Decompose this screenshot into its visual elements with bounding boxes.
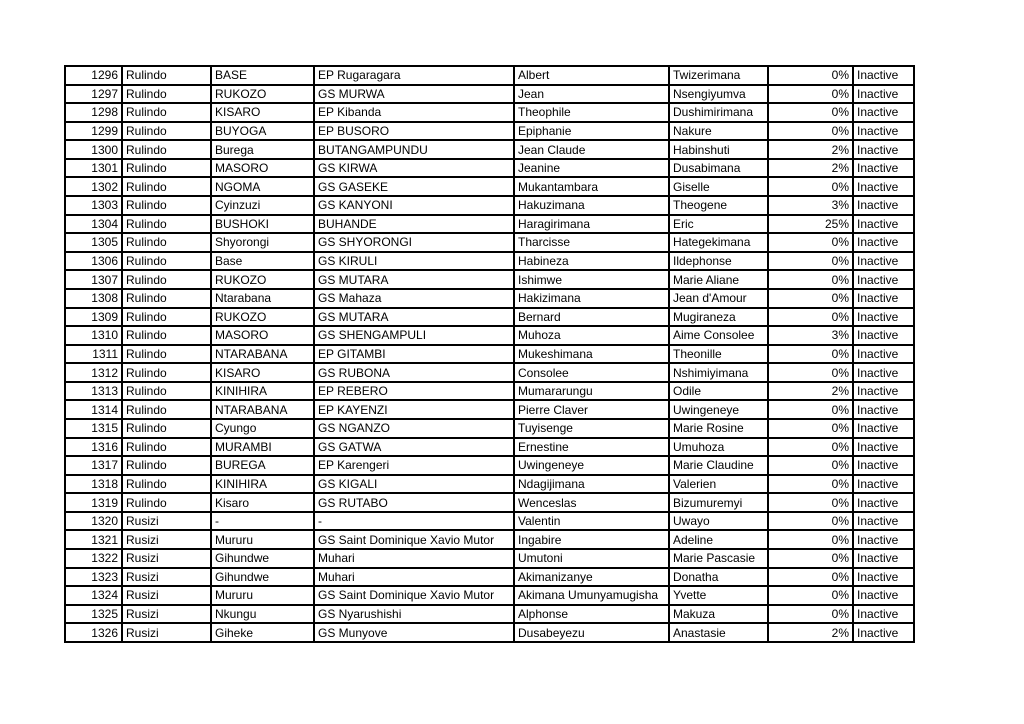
cell-last-name: Yvette — [669, 586, 768, 605]
cell-last-name: Umuhoza — [669, 438, 768, 457]
table-row — [65, 419, 914, 438]
cell-first-name: Wenceslas — [514, 493, 669, 512]
table-row — [65, 512, 914, 531]
cell-first-name: Epiphanie — [514, 122, 669, 141]
table-row — [65, 605, 914, 624]
cell-percentage: 0% — [768, 233, 853, 252]
cell-percentage: 0% — [768, 456, 853, 475]
cell-row-number: 1305 — [65, 233, 122, 252]
cell-last-name: Makuza — [669, 605, 768, 624]
cell-percentage: 0% — [768, 252, 853, 271]
cell-status: Inactive — [853, 512, 914, 531]
cell-row-number: 1314 — [65, 400, 122, 419]
cell-row-number: 1297 — [65, 85, 122, 104]
cell-sector: MASORO — [211, 159, 314, 178]
cell-status: Inactive — [853, 196, 914, 215]
cell-district: Rulindo — [122, 456, 211, 475]
cell-percentage: 0% — [768, 308, 853, 327]
cell-school: GS KIRWA — [314, 159, 514, 178]
cell-percentage: 0% — [768, 605, 853, 624]
cell-sector: Mururu — [211, 586, 314, 605]
cell-row-number: 1315 — [65, 419, 122, 438]
cell-district: Rulindo — [122, 438, 211, 457]
cell-percentage: 0% — [768, 270, 853, 289]
table-row — [65, 438, 914, 457]
cell-sector: KISARO — [211, 363, 314, 382]
table-row — [65, 493, 914, 512]
cell-school: GS NGANZO — [314, 419, 514, 438]
cell-first-name: Valentin — [514, 512, 669, 531]
cell-percentage: 2% — [768, 159, 853, 178]
cell-district: Rulindo — [122, 215, 211, 234]
cell-row-number: 1308 — [65, 289, 122, 308]
cell-status: Inactive — [853, 252, 914, 271]
cell-percentage: 0% — [768, 85, 853, 104]
table-row — [65, 140, 914, 159]
cell-last-name: Mugiraneza — [669, 308, 768, 327]
cell-school: EP Karengeri — [314, 456, 514, 475]
cell-first-name: Muhoza — [514, 326, 669, 345]
table-row — [65, 103, 914, 122]
cell-last-name: Marie Rosine — [669, 419, 768, 438]
cell-school: BUTANGAMPUNDU — [314, 140, 514, 159]
cell-school: GS KIGALI — [314, 475, 514, 494]
cell-row-number: 1326 — [65, 623, 122, 642]
cell-first-name: Consolee — [514, 363, 669, 382]
cell-first-name: Ishimwe — [514, 270, 669, 289]
cell-row-number: 1317 — [65, 456, 122, 475]
cell-sector: Kisaro — [211, 493, 314, 512]
cell-last-name: Nshimiyimana — [669, 363, 768, 382]
table-row — [65, 308, 914, 327]
cell-school: GS Munyove — [314, 623, 514, 642]
cell-district: Rulindo — [122, 196, 211, 215]
table-row — [65, 326, 914, 345]
table-row — [65, 475, 914, 494]
cell-first-name: Alphonse — [514, 605, 669, 624]
table-row — [65, 252, 914, 271]
cell-row-number: 1323 — [65, 568, 122, 587]
cell-sector: NTARABANA — [211, 345, 314, 364]
cell-row-number: 1301 — [65, 159, 122, 178]
cell-sector: KINIHIRA — [211, 475, 314, 494]
cell-last-name: Ildephonse — [669, 252, 768, 271]
cell-first-name: Umutoni — [514, 549, 669, 568]
cell-row-number: 1319 — [65, 493, 122, 512]
cell-status: Inactive — [853, 140, 914, 159]
cell-sector: RUKOZO — [211, 308, 314, 327]
cell-first-name: Mukeshimana — [514, 345, 669, 364]
cell-last-name: Dushimirimana — [669, 103, 768, 122]
cell-percentage: 0% — [768, 438, 853, 457]
cell-school: EP GITAMBI — [314, 345, 514, 364]
cell-district: Rulindo — [122, 252, 211, 271]
table-row — [65, 456, 914, 475]
cell-last-name: Nsengiyumva — [669, 85, 768, 104]
cell-sector: Base — [211, 252, 314, 271]
cell-percentage: 3% — [768, 326, 853, 345]
cell-status: Inactive — [853, 363, 914, 382]
cell-percentage: 0% — [768, 103, 853, 122]
cell-last-name: Odile — [669, 382, 768, 401]
cell-row-number: 1303 — [65, 196, 122, 215]
cell-sector: BASE — [211, 66, 314, 85]
cell-first-name: Theophile — [514, 103, 669, 122]
cell-district: Rusizi — [122, 605, 211, 624]
cell-school: GS MUTARA — [314, 308, 514, 327]
cell-district: Rusizi — [122, 549, 211, 568]
cell-last-name: Uwingeneye — [669, 400, 768, 419]
cell-last-name: Marie Pascasie — [669, 549, 768, 568]
cell-first-name: Akimana Umunyamugisha — [514, 586, 669, 605]
cell-district: Rulindo — [122, 475, 211, 494]
table-row — [65, 400, 914, 419]
table-row — [65, 382, 914, 401]
cell-sector: Shyorongi — [211, 233, 314, 252]
cell-status: Inactive — [853, 270, 914, 289]
cell-percentage: 0% — [768, 122, 853, 141]
cell-district: Rusizi — [122, 512, 211, 531]
cell-first-name: Albert — [514, 66, 669, 85]
cell-school: GS MURWA — [314, 85, 514, 104]
cell-percentage: 3% — [768, 196, 853, 215]
cell-first-name: Tuyisenge — [514, 419, 669, 438]
cell-school: GS RUTABO — [314, 493, 514, 512]
table-row — [65, 66, 914, 85]
cell-last-name: Dusabimana — [669, 159, 768, 178]
cell-school: BUHANDE — [314, 215, 514, 234]
cell-last-name: Marie Aliane — [669, 270, 768, 289]
cell-district: Rulindo — [122, 326, 211, 345]
cell-status: Inactive — [853, 456, 914, 475]
records-tbody — [65, 66, 914, 642]
cell-district: Rulindo — [122, 363, 211, 382]
cell-school: GS GATWA — [314, 438, 514, 457]
cell-sector: Ntarabana — [211, 289, 314, 308]
table-row — [65, 549, 914, 568]
cell-first-name: Ndagijimana — [514, 475, 669, 494]
cell-status: Inactive — [853, 475, 914, 494]
cell-sector: BUREGA — [211, 456, 314, 475]
table-row — [65, 623, 914, 642]
cell-school: EP KAYENZI — [314, 400, 514, 419]
cell-school: EP Kibanda — [314, 103, 514, 122]
cell-sector: NTARABANA — [211, 400, 314, 419]
cell-sector: KINIHIRA — [211, 382, 314, 401]
table-row — [65, 196, 914, 215]
cell-school: GS SHENGAMPULI — [314, 326, 514, 345]
cell-sector: NGOMA — [211, 177, 314, 196]
cell-district: Rulindo — [122, 233, 211, 252]
cell-first-name: Tharcisse — [514, 233, 669, 252]
cell-district: Rulindo — [122, 159, 211, 178]
cell-row-number: 1318 — [65, 475, 122, 494]
cell-percentage: 0% — [768, 289, 853, 308]
cell-sector: - — [211, 512, 314, 531]
cell-status: Inactive — [853, 438, 914, 457]
cell-first-name: Jean — [514, 85, 669, 104]
cell-percentage: 0% — [768, 530, 853, 549]
cell-row-number: 1302 — [65, 177, 122, 196]
cell-status: Inactive — [853, 103, 914, 122]
cell-percentage: 0% — [768, 586, 853, 605]
cell-last-name: Theonille — [669, 345, 768, 364]
cell-school: GS GASEKE — [314, 177, 514, 196]
cell-last-name: Hategekimana — [669, 233, 768, 252]
cell-first-name: Dusabeyezu — [514, 623, 669, 642]
cell-school: Muhari — [314, 549, 514, 568]
cell-percentage: 0% — [768, 345, 853, 364]
cell-school: GS Saint Dominique Xavio Mutor — [314, 586, 514, 605]
cell-percentage: 2% — [768, 140, 853, 159]
cell-row-number: 1298 — [65, 103, 122, 122]
table-row — [65, 177, 914, 196]
table-row — [65, 122, 914, 141]
cell-status: Inactive — [853, 382, 914, 401]
cell-row-number: 1325 — [65, 605, 122, 624]
cell-percentage: 0% — [768, 493, 853, 512]
cell-district: Rulindo — [122, 177, 211, 196]
cell-percentage: 2% — [768, 623, 853, 642]
cell-row-number: 1307 — [65, 270, 122, 289]
cell-percentage: 0% — [768, 549, 853, 568]
cell-school: GS SHYORONGI — [314, 233, 514, 252]
cell-district: Rulindo — [122, 289, 211, 308]
cell-status: Inactive — [853, 605, 914, 624]
cell-status: Inactive — [853, 493, 914, 512]
cell-district: Rulindo — [122, 85, 211, 104]
cell-status: Inactive — [853, 345, 914, 364]
cell-district: Rulindo — [122, 308, 211, 327]
cell-status: Inactive — [853, 85, 914, 104]
cell-status: Inactive — [853, 289, 914, 308]
cell-status: Inactive — [853, 308, 914, 327]
cell-row-number: 1322 — [65, 549, 122, 568]
cell-row-number: 1321 — [65, 530, 122, 549]
cell-status: Inactive — [853, 159, 914, 178]
table-row — [65, 568, 914, 587]
table-row — [65, 159, 914, 178]
cell-district: Rulindo — [122, 103, 211, 122]
cell-school: GS KANYONI — [314, 196, 514, 215]
cell-district: Rusizi — [122, 568, 211, 587]
table-row — [65, 270, 914, 289]
cell-percentage: 0% — [768, 363, 853, 382]
cell-last-name: Jean d'Amour — [669, 289, 768, 308]
cell-sector: Cyinzuzi — [211, 196, 314, 215]
cell-district: Rulindo — [122, 400, 211, 419]
cell-row-number: 1306 — [65, 252, 122, 271]
cell-last-name: Marie Claudine — [669, 456, 768, 475]
cell-last-name: Twizerimana — [669, 66, 768, 85]
cell-row-number: 1324 — [65, 586, 122, 605]
cell-row-number: 1312 — [65, 363, 122, 382]
cell-last-name: Donatha — [669, 568, 768, 587]
cell-sector: Giheke — [211, 623, 314, 642]
cell-percentage: 0% — [768, 177, 853, 196]
cell-sector: Cyungo — [211, 419, 314, 438]
table-row — [65, 345, 914, 364]
cell-sector: Burega — [211, 140, 314, 159]
cell-last-name: Anastasie — [669, 623, 768, 642]
cell-district: Rulindo — [122, 419, 211, 438]
cell-status: Inactive — [853, 419, 914, 438]
cell-school: GS Nyarushishi — [314, 605, 514, 624]
cell-last-name: Habinshuti — [669, 140, 768, 159]
cell-sector: BUYOGA — [211, 122, 314, 141]
cell-district: Rulindo — [122, 493, 211, 512]
cell-last-name: Adeline — [669, 530, 768, 549]
cell-district: Rusizi — [122, 530, 211, 549]
cell-sector: Nkungu — [211, 605, 314, 624]
cell-first-name: Bernard — [514, 308, 669, 327]
cell-percentage: 0% — [768, 568, 853, 587]
cell-row-number: 1313 — [65, 382, 122, 401]
cell-school: GS MUTARA — [314, 270, 514, 289]
cell-school: - — [314, 512, 514, 531]
cell-sector: Mururu — [211, 530, 314, 549]
cell-percentage: 25% — [768, 215, 853, 234]
cell-school: EP Rugaragara — [314, 66, 514, 85]
cell-row-number: 1300 — [65, 140, 122, 159]
cell-first-name: Ingabire — [514, 530, 669, 549]
cell-first-name: Mumararungu — [514, 382, 669, 401]
cell-last-name: Eric — [669, 215, 768, 234]
cell-percentage: 0% — [768, 475, 853, 494]
cell-last-name: Uwayo — [669, 512, 768, 531]
cell-status: Inactive — [853, 66, 914, 85]
cell-status: Inactive — [853, 122, 914, 141]
cell-status: Inactive — [853, 326, 914, 345]
cell-status: Inactive — [853, 549, 914, 568]
cell-district: Rusizi — [122, 586, 211, 605]
cell-sector: MURAMBI — [211, 438, 314, 457]
cell-school: EP REBERO — [314, 382, 514, 401]
cell-row-number: 1316 — [65, 438, 122, 457]
cell-school: Muhari — [314, 568, 514, 587]
cell-district: Rulindo — [122, 270, 211, 289]
cell-district: Rusizi — [122, 623, 211, 642]
cell-district: Rulindo — [122, 382, 211, 401]
cell-last-name: Giselle — [669, 177, 768, 196]
cell-district: Rulindo — [122, 122, 211, 141]
cell-first-name: Habineza — [514, 252, 669, 271]
cell-row-number: 1299 — [65, 122, 122, 141]
cell-last-name: Aime Consolee — [669, 326, 768, 345]
table-row — [65, 85, 914, 104]
cell-sector: RUKOZO — [211, 85, 314, 104]
cell-last-name: Valerien — [669, 475, 768, 494]
table-row — [65, 215, 914, 234]
cell-district: Rulindo — [122, 66, 211, 85]
table-row — [65, 363, 914, 382]
cell-sector: RUKOZO — [211, 270, 314, 289]
table-row — [65, 289, 914, 308]
cell-school: GS RUBONA — [314, 363, 514, 382]
cell-status: Inactive — [853, 530, 914, 549]
cell-row-number: 1311 — [65, 345, 122, 364]
cell-row-number: 1296 — [65, 66, 122, 85]
cell-row-number: 1310 — [65, 326, 122, 345]
cell-first-name: Pierre Claver — [514, 400, 669, 419]
cell-first-name: Ernestine — [514, 438, 669, 457]
cell-row-number: 1309 — [65, 308, 122, 327]
cell-status: Inactive — [853, 568, 914, 587]
cell-status: Inactive — [853, 215, 914, 234]
cell-first-name: Akimanizanye — [514, 568, 669, 587]
table-row — [65, 586, 914, 605]
table-row — [65, 530, 914, 549]
cell-sector: Gihundwe — [211, 549, 314, 568]
cell-percentage: 0% — [768, 66, 853, 85]
table-row — [65, 233, 914, 252]
cell-sector: BUSHOKI — [211, 215, 314, 234]
cell-last-name: Bizumuremyi — [669, 493, 768, 512]
cell-sector: KISARO — [211, 103, 314, 122]
cell-district: Rulindo — [122, 345, 211, 364]
cell-district: Rulindo — [122, 140, 211, 159]
cell-row-number: 1320 — [65, 512, 122, 531]
cell-school: GS Mahaza — [314, 289, 514, 308]
cell-sector: MASORO — [211, 326, 314, 345]
cell-school: GS KIRULI — [314, 252, 514, 271]
cell-status: Inactive — [853, 233, 914, 252]
cell-percentage: 0% — [768, 512, 853, 531]
cell-last-name: Nakure — [669, 122, 768, 141]
cell-school: GS Saint Dominique Xavio Mutor — [314, 530, 514, 549]
cell-sector: Gihundwe — [211, 568, 314, 587]
cell-first-name: Hakuzimana — [514, 196, 669, 215]
cell-status: Inactive — [853, 400, 914, 419]
cell-first-name: Hakizimana — [514, 289, 669, 308]
records-table — [64, 65, 915, 643]
cell-first-name: Haragirimana — [514, 215, 669, 234]
cell-first-name: Mukantambara — [514, 177, 669, 196]
cell-last-name: Theogene — [669, 196, 768, 215]
cell-first-name: Jeanine — [514, 159, 669, 178]
cell-school: EP BUSORO — [314, 122, 514, 141]
cell-row-number: 1304 — [65, 215, 122, 234]
cell-status: Inactive — [853, 623, 914, 642]
cell-status: Inactive — [853, 586, 914, 605]
cell-first-name: Jean Claude — [514, 140, 669, 159]
cell-status: Inactive — [853, 177, 914, 196]
cell-percentage: 0% — [768, 400, 853, 419]
cell-percentage: 0% — [768, 419, 853, 438]
cell-first-name: Uwingeneye — [514, 456, 669, 475]
cell-percentage: 2% — [768, 382, 853, 401]
